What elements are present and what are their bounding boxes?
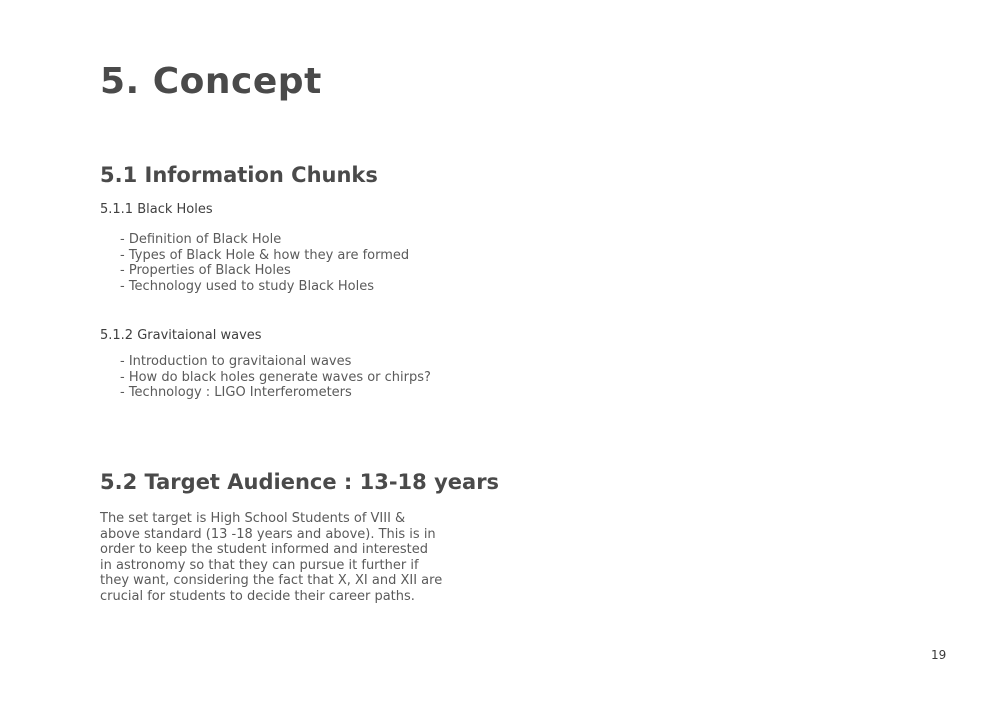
section-heading-information-chunks: 5.1 Information Chunks [100, 163, 378, 187]
subsection-heading-gravitational-waves: 5.1.2 Gravitaional waves [100, 328, 262, 343]
page-number: 19 [931, 648, 947, 662]
gravitational-waves-list [120, 354, 431, 401]
list-item: - Definition of Black Hole [120, 232, 409, 248]
paragraph-line: crucial for students to decide their career paths. [100, 588, 415, 604]
target-audience-paragraph [100, 511, 460, 605]
list-item: - Properties of Black Holes [120, 263, 409, 279]
list-item: - Types of Black Hole & how they are formed [120, 248, 409, 264]
paragraph-line: order to keep the student informed and interested [100, 542, 428, 558]
list-item: - Technology used to study Black Holes [120, 279, 409, 295]
paragraph-line: above standard (13 -18 years and above). This is in [100, 526, 436, 542]
list-item: - How do black holes generate waves or chirps? [120, 370, 431, 386]
page-title: 5. Concept [100, 61, 322, 102]
list-item: - Introduction to gravitaional waves [120, 354, 431, 370]
list-item: - Technology : LIGO Interferometers [120, 385, 431, 401]
subsection-heading-black-holes: 5.1.1 Black Holes [100, 202, 213, 217]
paragraph-line: in astronomy so that they can pursue it further if [100, 557, 419, 573]
section-heading-target-audience: 5.2 Target Audience : 13-18 years [100, 470, 500, 494]
black-holes-list [120, 232, 409, 294]
paragraph-line: they want, considering the fact that X, XI and XII are [100, 573, 443, 589]
paragraph-line: The set target is High School Students of VIII & [100, 511, 406, 526]
